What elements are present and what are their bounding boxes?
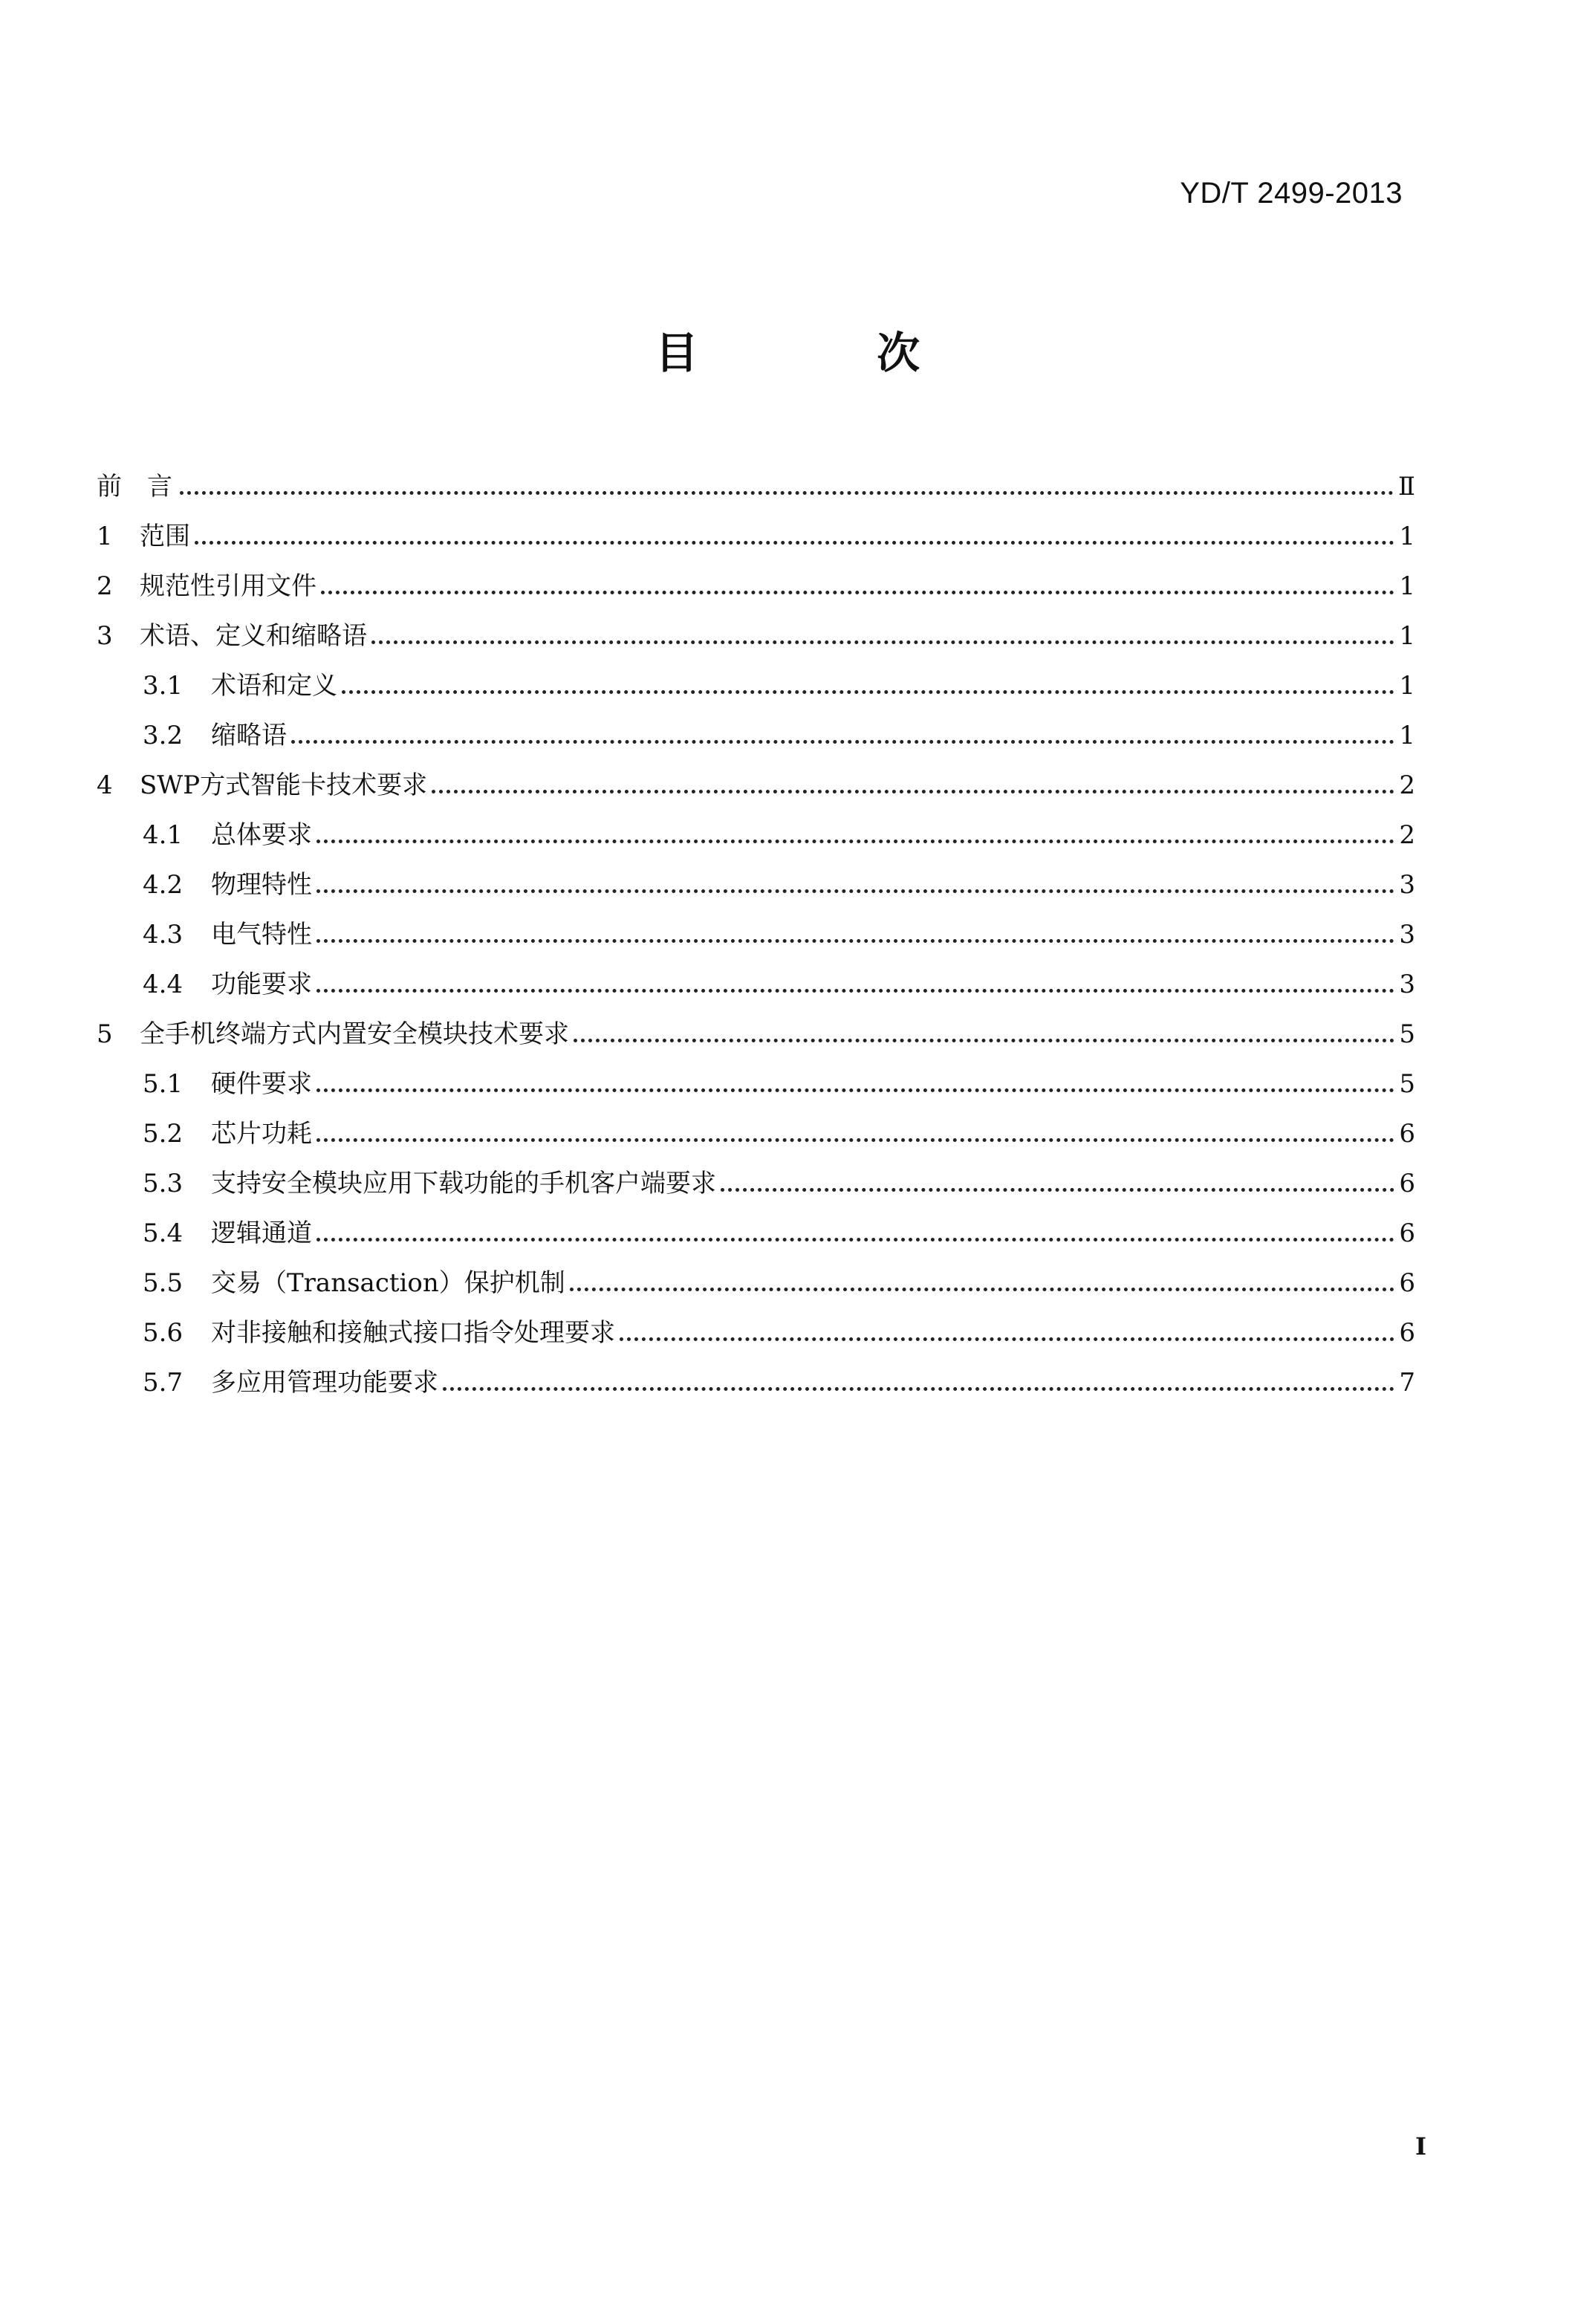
toc-entry[interactable] <box>97 560 1415 599</box>
toc-number: 5.5 <box>143 1268 184 1298</box>
toc-number: 3.2 <box>143 721 184 750</box>
page-number: I <box>1415 2132 1426 2161</box>
toc-entry-foreword[interactable] <box>97 461 1415 502</box>
toc-label: 芯片功耗 <box>211 1119 312 1149</box>
toc-entry[interactable] <box>97 660 1415 701</box>
toc-number: 5.3 <box>143 1169 184 1198</box>
toc-label: 范围 <box>140 522 190 551</box>
dot-leader <box>321 591 1394 594</box>
dot-leader <box>620 1337 1394 1341</box>
toc-label: 前言 <box>97 472 198 502</box>
toc-entry[interactable] <box>97 1207 1415 1246</box>
toc-number: 4.2 <box>143 870 184 900</box>
dot-leader <box>342 690 1394 694</box>
toc-entry[interactable] <box>97 1158 1415 1196</box>
toc-entry[interactable] <box>97 610 1415 649</box>
toc-page: 3 <box>1399 970 1415 999</box>
dot-leader <box>432 790 1394 793</box>
toc-page: 1 <box>1399 621 1415 651</box>
toc-entry[interactable] <box>97 1357 1415 1398</box>
dot-leader <box>316 1138 1394 1142</box>
toc-page: 6 <box>1399 1119 1415 1149</box>
toc-number: 2 <box>97 571 113 601</box>
toc-label: 功能要求 <box>211 970 312 999</box>
toc-page: 3 <box>1399 870 1415 900</box>
toc-page: 1 <box>1399 571 1415 601</box>
toc-label: 规范性引用文件 <box>140 571 316 601</box>
dot-leader <box>316 989 1394 993</box>
toc-entry[interactable] <box>97 1257 1415 1296</box>
toc-entry[interactable] <box>97 510 1415 549</box>
toc-entry[interactable] <box>97 759 1415 798</box>
toc-label: 电气特性 <box>211 920 312 950</box>
toc-number: 1 <box>97 522 113 551</box>
toc-label: 逻辑通道 <box>211 1218 312 1248</box>
toc-label: 术语、定义和缩略语 <box>140 621 367 651</box>
toc-page: 6 <box>1399 1218 1415 1248</box>
toc-number: 4.3 <box>143 920 184 950</box>
toc-page: 1 <box>1399 522 1415 551</box>
toc-page: 6 <box>1399 1169 1415 1198</box>
toc-number: 5 <box>97 1019 113 1049</box>
toc-label: SWP方式智能卡技术要求 <box>140 770 428 800</box>
toc-number: 3.1 <box>143 671 184 701</box>
dot-leader <box>291 740 1394 744</box>
toc-number: 5.2 <box>143 1119 184 1149</box>
toc-page: 2 <box>1399 820 1415 850</box>
dot-leader <box>443 1387 1394 1391</box>
dot-leader <box>316 1088 1394 1092</box>
toc-page: 3 <box>1399 920 1415 950</box>
toc-number: 5.1 <box>143 1069 184 1099</box>
toc-label: 缩略语 <box>211 721 287 750</box>
toc-page: 2 <box>1399 770 1415 800</box>
toc-label: 硬件要求 <box>211 1069 312 1099</box>
toc-page: 5 <box>1399 1069 1415 1099</box>
toc-label: 物理特性 <box>211 870 312 900</box>
toc-page: 7 <box>1399 1368 1415 1398</box>
dot-leader <box>721 1188 1394 1192</box>
toc-number: 4.1 <box>143 820 184 850</box>
toc-label: 全手机终端方式内置安全模块技术要求 <box>140 1019 569 1049</box>
toc-label: 多应用管理功能要求 <box>211 1368 438 1398</box>
toc-label: 交易（Transaction）保护机制 <box>211 1268 565 1298</box>
toc-entry[interactable] <box>97 1008 1415 1047</box>
toc-entry[interactable] <box>97 859 1415 898</box>
toc-entry[interactable] <box>97 710 1415 748</box>
toc-page: 1 <box>1399 721 1415 750</box>
dot-leader <box>570 1288 1395 1291</box>
toc-number: 4.4 <box>143 970 184 999</box>
toc-number: 5.4 <box>143 1218 184 1248</box>
dot-leader <box>316 889 1394 893</box>
toc-page: 6 <box>1399 1318 1415 1348</box>
toc-label: 对非接触和接触式接口指令处理要求 <box>211 1318 615 1348</box>
toc-page: Ⅱ <box>1397 472 1415 502</box>
toc-number: 3 <box>97 621 113 651</box>
toc-page: 6 <box>1399 1268 1415 1298</box>
toc-entry[interactable] <box>97 809 1415 848</box>
toc-entry[interactable] <box>97 909 1415 950</box>
toc-entry[interactable] <box>97 958 1415 997</box>
dot-leader <box>316 939 1394 943</box>
dot-leader <box>180 491 1394 495</box>
toc-label: 支持安全模块应用下载功能的手机客户端要求 <box>211 1169 716 1198</box>
toc-entry[interactable] <box>97 1108 1415 1149</box>
dot-leader <box>316 840 1394 843</box>
dot-leader <box>574 1039 1394 1042</box>
toc-label: 总体要求 <box>211 820 312 850</box>
dot-leader <box>195 541 1394 545</box>
standard-code: YD/T 2499-2013 <box>1180 177 1403 210</box>
dot-leader <box>316 1238 1394 1241</box>
toc-number: 4 <box>97 770 113 800</box>
toc-page: 5 <box>1399 1019 1415 1049</box>
toc-page: 1 <box>1399 671 1415 701</box>
toc-number: 5.7 <box>143 1368 184 1398</box>
toc-number: 5.6 <box>143 1318 184 1348</box>
page-title: 目 次 <box>655 328 1002 378</box>
toc-label: 术语和定义 <box>211 671 337 701</box>
dot-leader <box>371 640 1394 644</box>
toc-entry[interactable] <box>97 1058 1415 1097</box>
toc-entry[interactable] <box>97 1307 1415 1346</box>
